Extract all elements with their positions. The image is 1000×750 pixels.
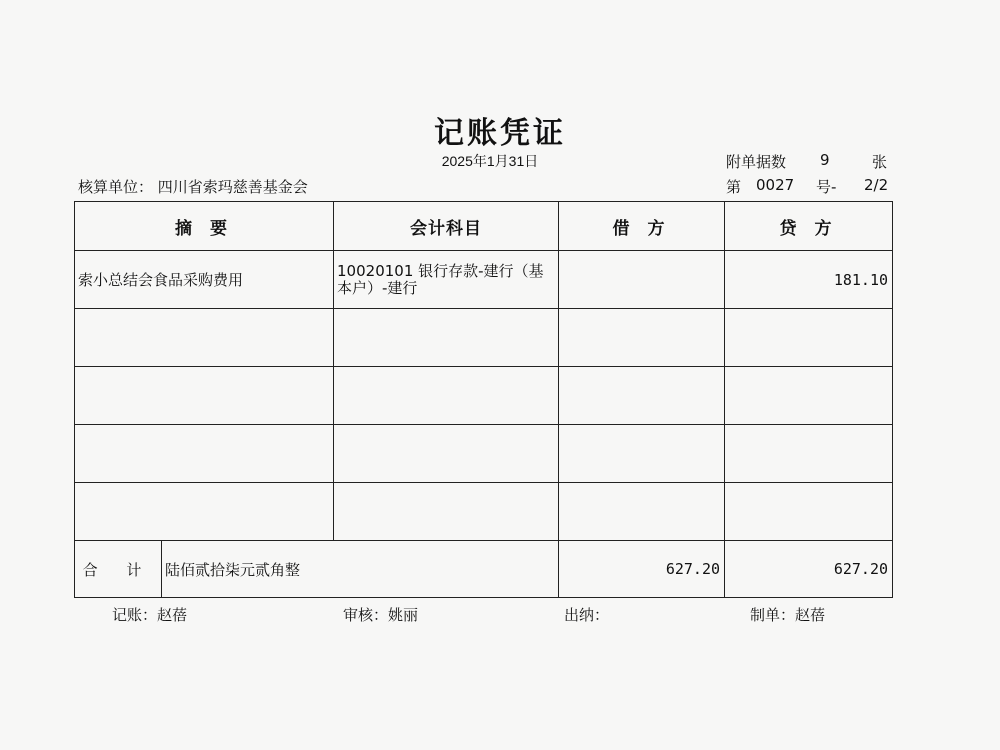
table-row — [75, 483, 893, 541]
total-debit: 627.20 — [559, 541, 725, 598]
row-credit: 181.10 — [725, 251, 893, 309]
row-summary — [75, 425, 334, 483]
header-credit: 贷 方 — [725, 202, 893, 251]
row-account — [334, 367, 559, 425]
row-summary — [75, 367, 334, 425]
row-account: 10020101 银行存款-建行（基本户）-建行 — [334, 251, 559, 309]
row-credit — [725, 483, 893, 541]
unit-label: 核算单位： — [78, 178, 154, 196]
row-account — [334, 309, 559, 367]
row-credit — [725, 309, 893, 367]
signature-cashier: 出纳： — [564, 606, 610, 624]
row-summary — [75, 309, 334, 367]
row-credit — [725, 367, 893, 425]
table-row — [75, 425, 893, 483]
header-account: 会计科目 — [334, 202, 559, 251]
row-account — [334, 483, 559, 541]
attach-label: 附单据数 — [726, 153, 787, 171]
attach-unit: 张 — [872, 153, 888, 171]
voucher-title: 记账凭证 — [434, 116, 566, 151]
total-label: 合 计 — [75, 541, 162, 598]
row-debit — [559, 309, 725, 367]
attach-count: 9 — [820, 151, 830, 169]
row-summary — [75, 483, 334, 541]
signature-reviewer: 审核：姚丽 — [343, 606, 419, 624]
row-account — [334, 425, 559, 483]
header-row — [75, 202, 893, 251]
table-row — [75, 367, 893, 425]
header-summary: 摘 要 — [75, 202, 334, 251]
row-summary: 索小总结会食品采购费用 — [75, 251, 334, 309]
accounting-unit — [78, 176, 308, 197]
signature-preparer: 制单：赵蓓 — [750, 606, 826, 624]
total-amount-words: 陆佰贰拾柒元贰角整 — [162, 541, 559, 598]
signature-bookkeeper: 记账：赵蓓 — [112, 606, 188, 624]
total-row — [75, 541, 893, 598]
no-suffix: 号- — [816, 178, 837, 196]
no-prefix: 第 — [726, 178, 742, 196]
unit-name: 四川省索玛慈善基金会 — [157, 178, 308, 196]
row-debit — [559, 425, 725, 483]
row-debit — [559, 251, 725, 309]
total-credit: 627.20 — [725, 541, 893, 598]
table-row — [75, 251, 893, 309]
row-debit — [559, 367, 725, 425]
voucher-table — [74, 201, 893, 598]
page-number: 2/2 — [864, 176, 889, 194]
header-debit: 借 方 — [559, 202, 725, 251]
row-debit — [559, 483, 725, 541]
voucher-date: 2025年1月31日 — [441, 153, 539, 169]
row-credit — [725, 425, 893, 483]
table-row — [75, 309, 893, 367]
no-value: 0027 — [756, 176, 795, 194]
